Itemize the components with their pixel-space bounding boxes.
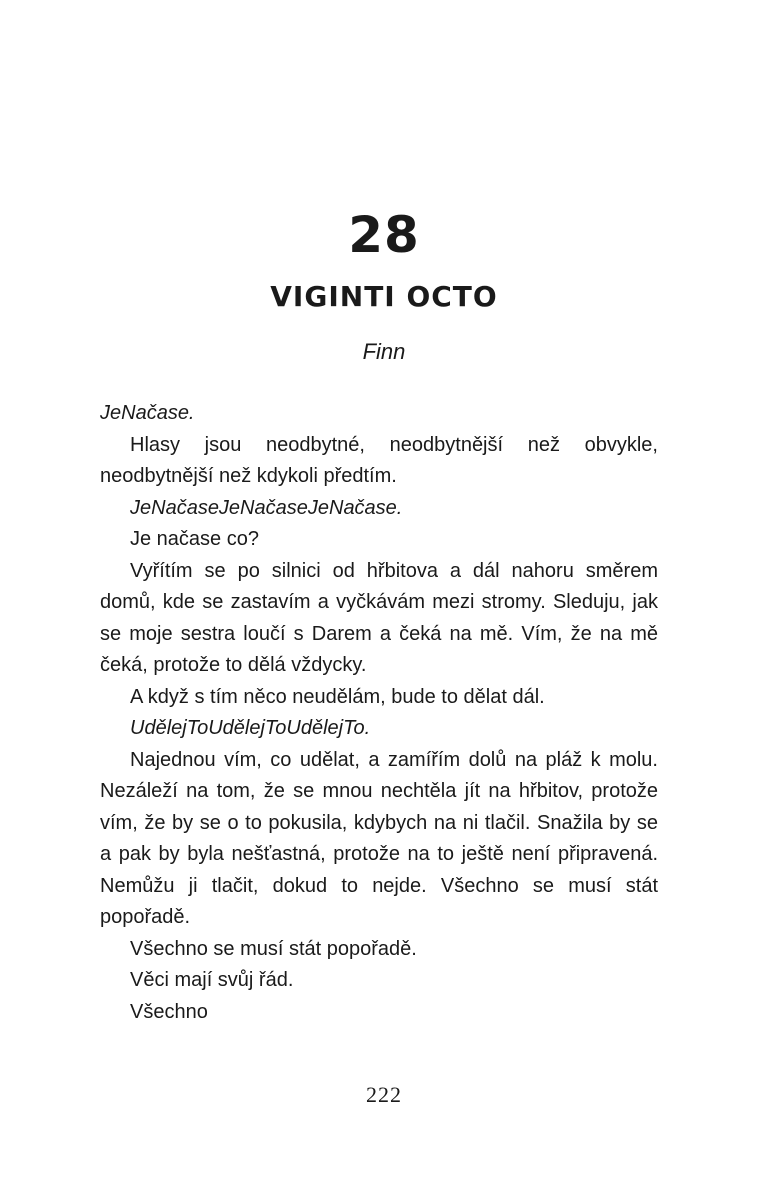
page-number: 222 [366,1082,402,1107]
paragraph: Věci mají svůj řád. [130,969,294,991]
chapter-narrator: Finn [362,339,406,364]
paragraph: JeNačaseJeNačaseJeNačase. [130,496,403,519]
chapter-body [100,398,658,1028]
paragraph: Hlasy jsou neodbytné, neodbytnější než obvykle, neodbytnější než kdykoli předtím. [100,433,658,487]
paragraph: Vyřítím se po silnici od hřbitova a dál nahoru směrem domů, kde se zastavím a vyčkávám mezi stromy. Sleduju, jak se moje sestra loučí s Darem a čeká na mě. Vím, že na mě čeká, protože to dělá vždycky. [100,559,658,676]
paragraph: UdělejToUdělejToUdělejTo. [130,717,371,739]
paragraph: Všechno se musí stát popořadě. [130,937,417,960]
paragraph: Je načase co? [130,528,259,550]
paragraph: JeNačase. [100,402,195,424]
chapter-title: VIGINTI OCTO [270,280,498,313]
paragraph: A když s tím něco neudělám, bude to dělat dál. [130,685,545,708]
chapter-number: 28 [348,206,420,264]
paragraph: Všechno [130,1000,208,1023]
paragraph: Najednou vím, co udělat, a zamířím dolů na pláž k molu. Nezáleží na tom, že se mnou nechtěla jít na hřbitov, protože vím, že by se o to pokusila, kdybych na ni tlačil. Snažila by se a pak by byla nešťastná, protože na to ještě není připravená. Nemůžu ji tlačit, dokud to nejde. Všechno se musí stát popořadě. [100,748,658,928]
